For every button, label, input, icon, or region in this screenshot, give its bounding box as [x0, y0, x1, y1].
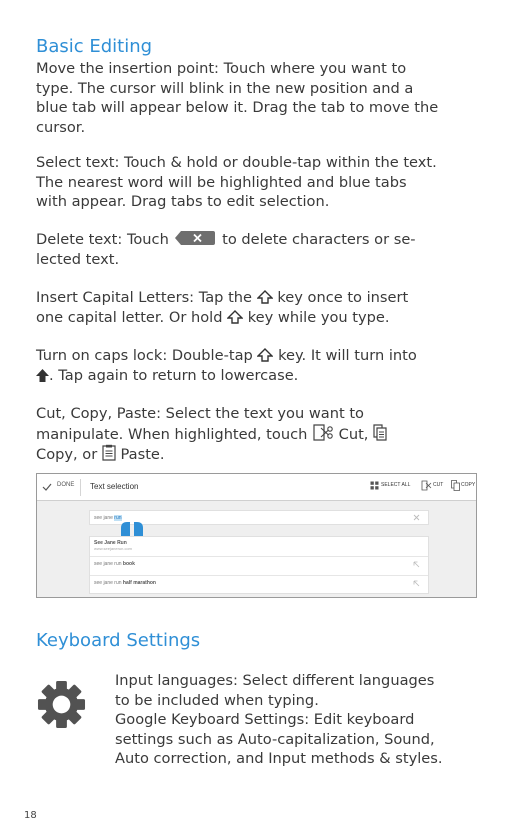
list-item[interactable]: See Jane Run www.seejanerun.com [94, 540, 133, 551]
select-all-icon [370, 481, 379, 490]
divider [90, 575, 428, 576]
suggestions-list [89, 536, 429, 594]
copy-icon [451, 480, 460, 491]
cut-button[interactable]: CUT [433, 482, 444, 488]
done-button[interactable]: DONE [57, 482, 75, 488]
backspace-key-icon [175, 231, 215, 245]
cut-icon [312, 424, 334, 441]
shift-key-icon [227, 310, 243, 325]
paragraph-delete-text: Delete text: Touch to delete characters or se- lected text. [36, 231, 416, 268]
section-heading-keyboard-settings: Keyboard Settings [36, 630, 201, 651]
action-bar-title: Text selection [90, 482, 139, 491]
paragraph-insert-capital: Insert Capital Letters: Tap the key once to insert one capital letter. Or hold key while you type. [36, 289, 409, 326]
page-number: 18 [24, 810, 37, 821]
arrow-up-left-icon[interactable] [413, 580, 420, 587]
list-item[interactable]: see jane run book [94, 561, 135, 567]
arrow-up-left-icon[interactable] [413, 561, 420, 568]
select-all-button[interactable]: SELECT ALL [381, 482, 411, 488]
cut-icon [421, 480, 432, 491]
shift-key-icon [257, 290, 273, 305]
checkmark-icon [42, 483, 52, 491]
paragraph-keyboard-settings: Input languages: Select different languages to be included when typing. Google Keyboard Settings: Edit keyboard settings such as Auto-capitalization, Sound, Auto correction, and Input methods & styles. [115, 672, 443, 767]
divider [90, 556, 428, 557]
divider [80, 479, 81, 496]
paragraph-cut-copy-paste: Cut, Copy, Paste: Select the text you want to manipulate. When highlighted, touch Cut, Copy, or Paste. [36, 404, 481, 465]
search-input[interactable]: see jane run [89, 510, 429, 525]
paragraph-select-text: Select text: Touch & hold or double-tap within the text. The nearest word will be highlighted and blue tabs with appear. Drag tabs to edit selection. [36, 154, 437, 210]
copy-button[interactable]: COPY [461, 482, 476, 488]
list-item[interactable]: see jane run half marathon [94, 580, 156, 586]
paste-icon [102, 444, 116, 461]
gear-icon [37, 680, 86, 729]
paragraph-move-insertion-point: Move the insertion point: Touch where you want to type. The cursor will blink in the new position and a blue tab will appear below it. Drag the tab to move the cursor. [36, 60, 439, 136]
shift-key-icon [257, 348, 273, 363]
clear-icon[interactable] [413, 514, 420, 521]
text-selection-screenshot [36, 473, 477, 598]
text-selection-action-bar [37, 474, 476, 501]
caps-lock-icon [36, 369, 49, 383]
paragraph-caps-lock: Turn on caps lock: Double-tap key. It will turn into . Tap again to return to lowercase. [36, 347, 417, 384]
section-heading-basic-editing: Basic Editing [36, 36, 153, 57]
selected-text: run [114, 515, 122, 521]
copy-icon [373, 424, 387, 441]
